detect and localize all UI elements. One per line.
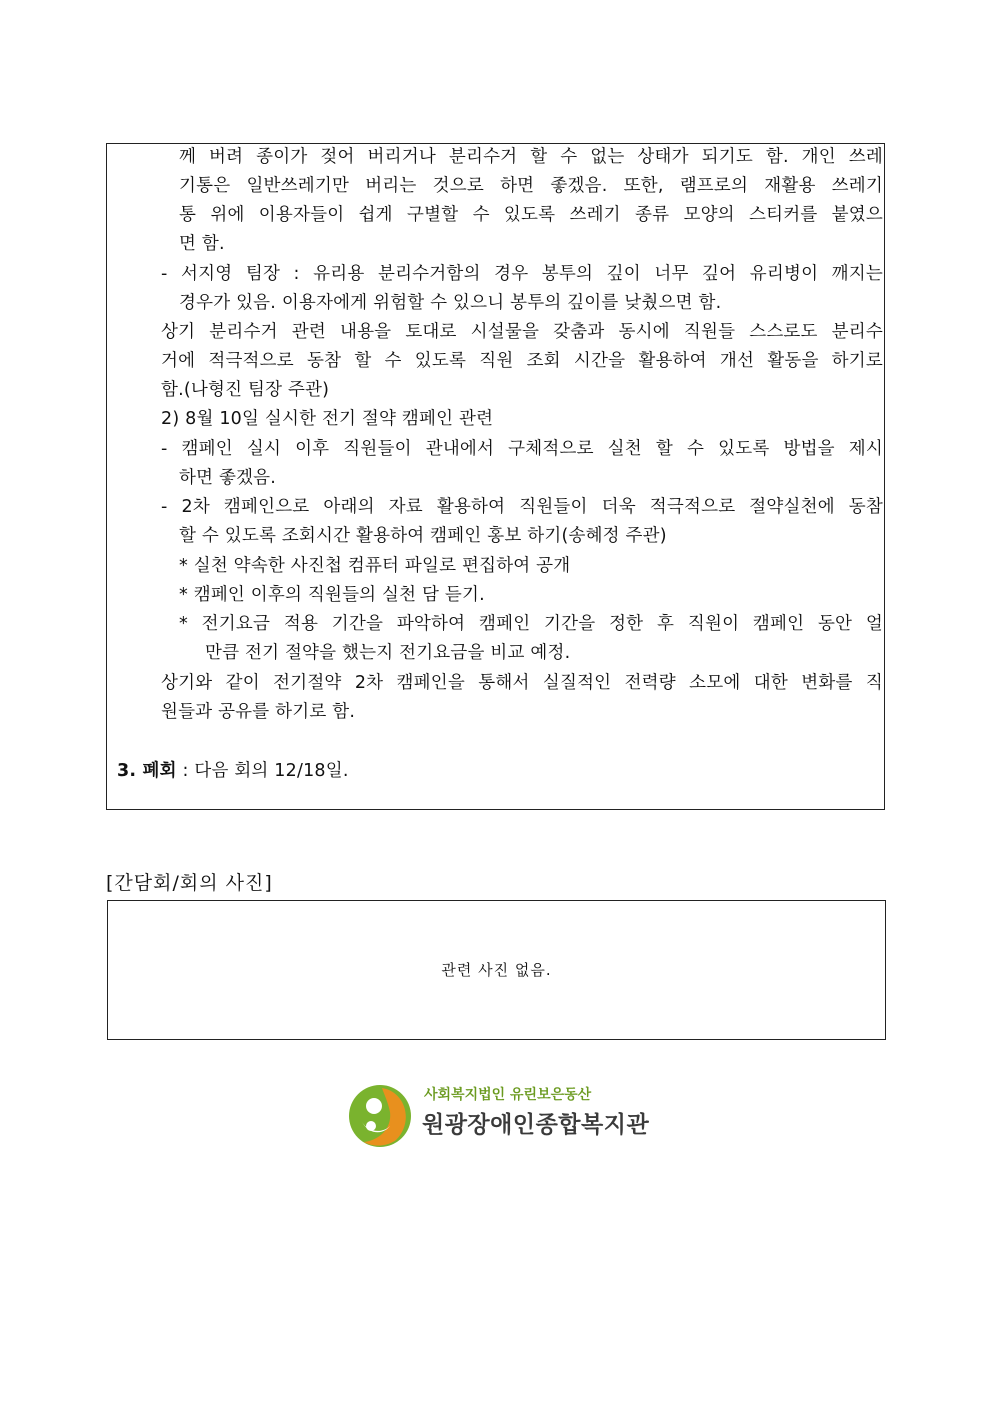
photo-box bbox=[107, 900, 886, 1040]
minutes-box bbox=[106, 143, 885, 810]
minutes-line: 거에 적극적으로 동참 할 수 있도록 직원 조회 시간을 활용하여 개선 활동을 하기로 bbox=[161, 351, 883, 371]
minutes-line: 만큼 전기 절약을 했는지 전기요금을 비교 예정. bbox=[205, 643, 571, 663]
minutes-line: * 실천 약속한 사진첩 컴퓨터 파일로 편집하여 공개 bbox=[179, 556, 571, 576]
minutes-line: - 2차 캠페인으로 아래의 자료 활용하여 직원들이 더욱 적극적으로 절약실천에 동참 bbox=[161, 497, 883, 517]
no-photo-message: 관련 사진 없음. bbox=[441, 961, 552, 979]
photo-section-title: [간담회/회의 사진] bbox=[106, 872, 273, 894]
minutes-line: 통 위에 이용자들이 쉽게 구별할 수 있도록 쓰레기 종류 모양의 스티커를 붙였으 bbox=[179, 205, 883, 225]
closing-label: 3. 폐회 bbox=[117, 761, 177, 781]
minutes-line: * 전기요금 적용 기간을 파악하여 캠페인 기간을 정한 후 직원이 캠페인 동안 얼 bbox=[179, 614, 883, 634]
closing-text: : 다음 회의 12/18일. bbox=[176, 761, 349, 781]
minutes-line: * 캠페인 이후의 직원들의 실천 담 듣기. bbox=[179, 585, 485, 605]
org-logo bbox=[344, 1082, 654, 1150]
minutes-line: - 캠페인 실시 이후 직원들이 관내에서 구체적으로 실천 할 수 있도록 방법을 제시 bbox=[161, 439, 883, 459]
closing-line bbox=[117, 760, 349, 782]
minutes-line: 하면 좋겠음. bbox=[179, 468, 277, 488]
minutes-line: 기통은 일반쓰레기만 버리는 것으로 하면 좋겠음. 또한, 램프로의 재활용 쓰레기 bbox=[179, 176, 883, 196]
minutes-line: 원들과 공유를 하기로 함. bbox=[161, 702, 356, 722]
minutes-line: - 서지영 팀장 : 유리용 분리수거함의 경우 봉투의 깊이 너무 깊어 유리병이 깨지는 bbox=[161, 264, 883, 284]
minutes-line: 할 수 있도록 조회시간 활용하여 캠페인 홍보 하기(송혜정 주관) bbox=[179, 526, 667, 546]
minutes-line: 2) 8월 10일 실시한 전기 절약 캠페인 관련 bbox=[161, 409, 494, 429]
minutes-line: 함.(나형진 팀장 주관) bbox=[161, 380, 330, 400]
minutes-line: 께 버려 종이가 젖어 버리거나 분리수거 할 수 없는 상태가 되기도 함. 개인 쓰레 bbox=[179, 147, 883, 167]
minutes-line: 상기와 같이 전기절약 2차 캠페인을 통해서 실질적인 전력량 소모에 대한 변화를 직 bbox=[161, 673, 883, 693]
minutes-line: 상기 분리수거 관련 내용을 토대로 시설물을 갖춤과 동시에 직원들 스스로도 분리수 bbox=[161, 322, 883, 342]
org-name: 원광장애인종합복지관 bbox=[422, 1112, 650, 1138]
logo-emblem-icon bbox=[344, 1082, 416, 1150]
minutes-line: 경우가 있음. 이용자에게 위험할 수 있으니 봉투의 깊이를 낮췄으면 함. bbox=[179, 293, 722, 313]
org-subtitle: 사회복지법인 유린보은동산 bbox=[424, 1087, 592, 1103]
minutes-line: 면 함. bbox=[179, 234, 225, 254]
